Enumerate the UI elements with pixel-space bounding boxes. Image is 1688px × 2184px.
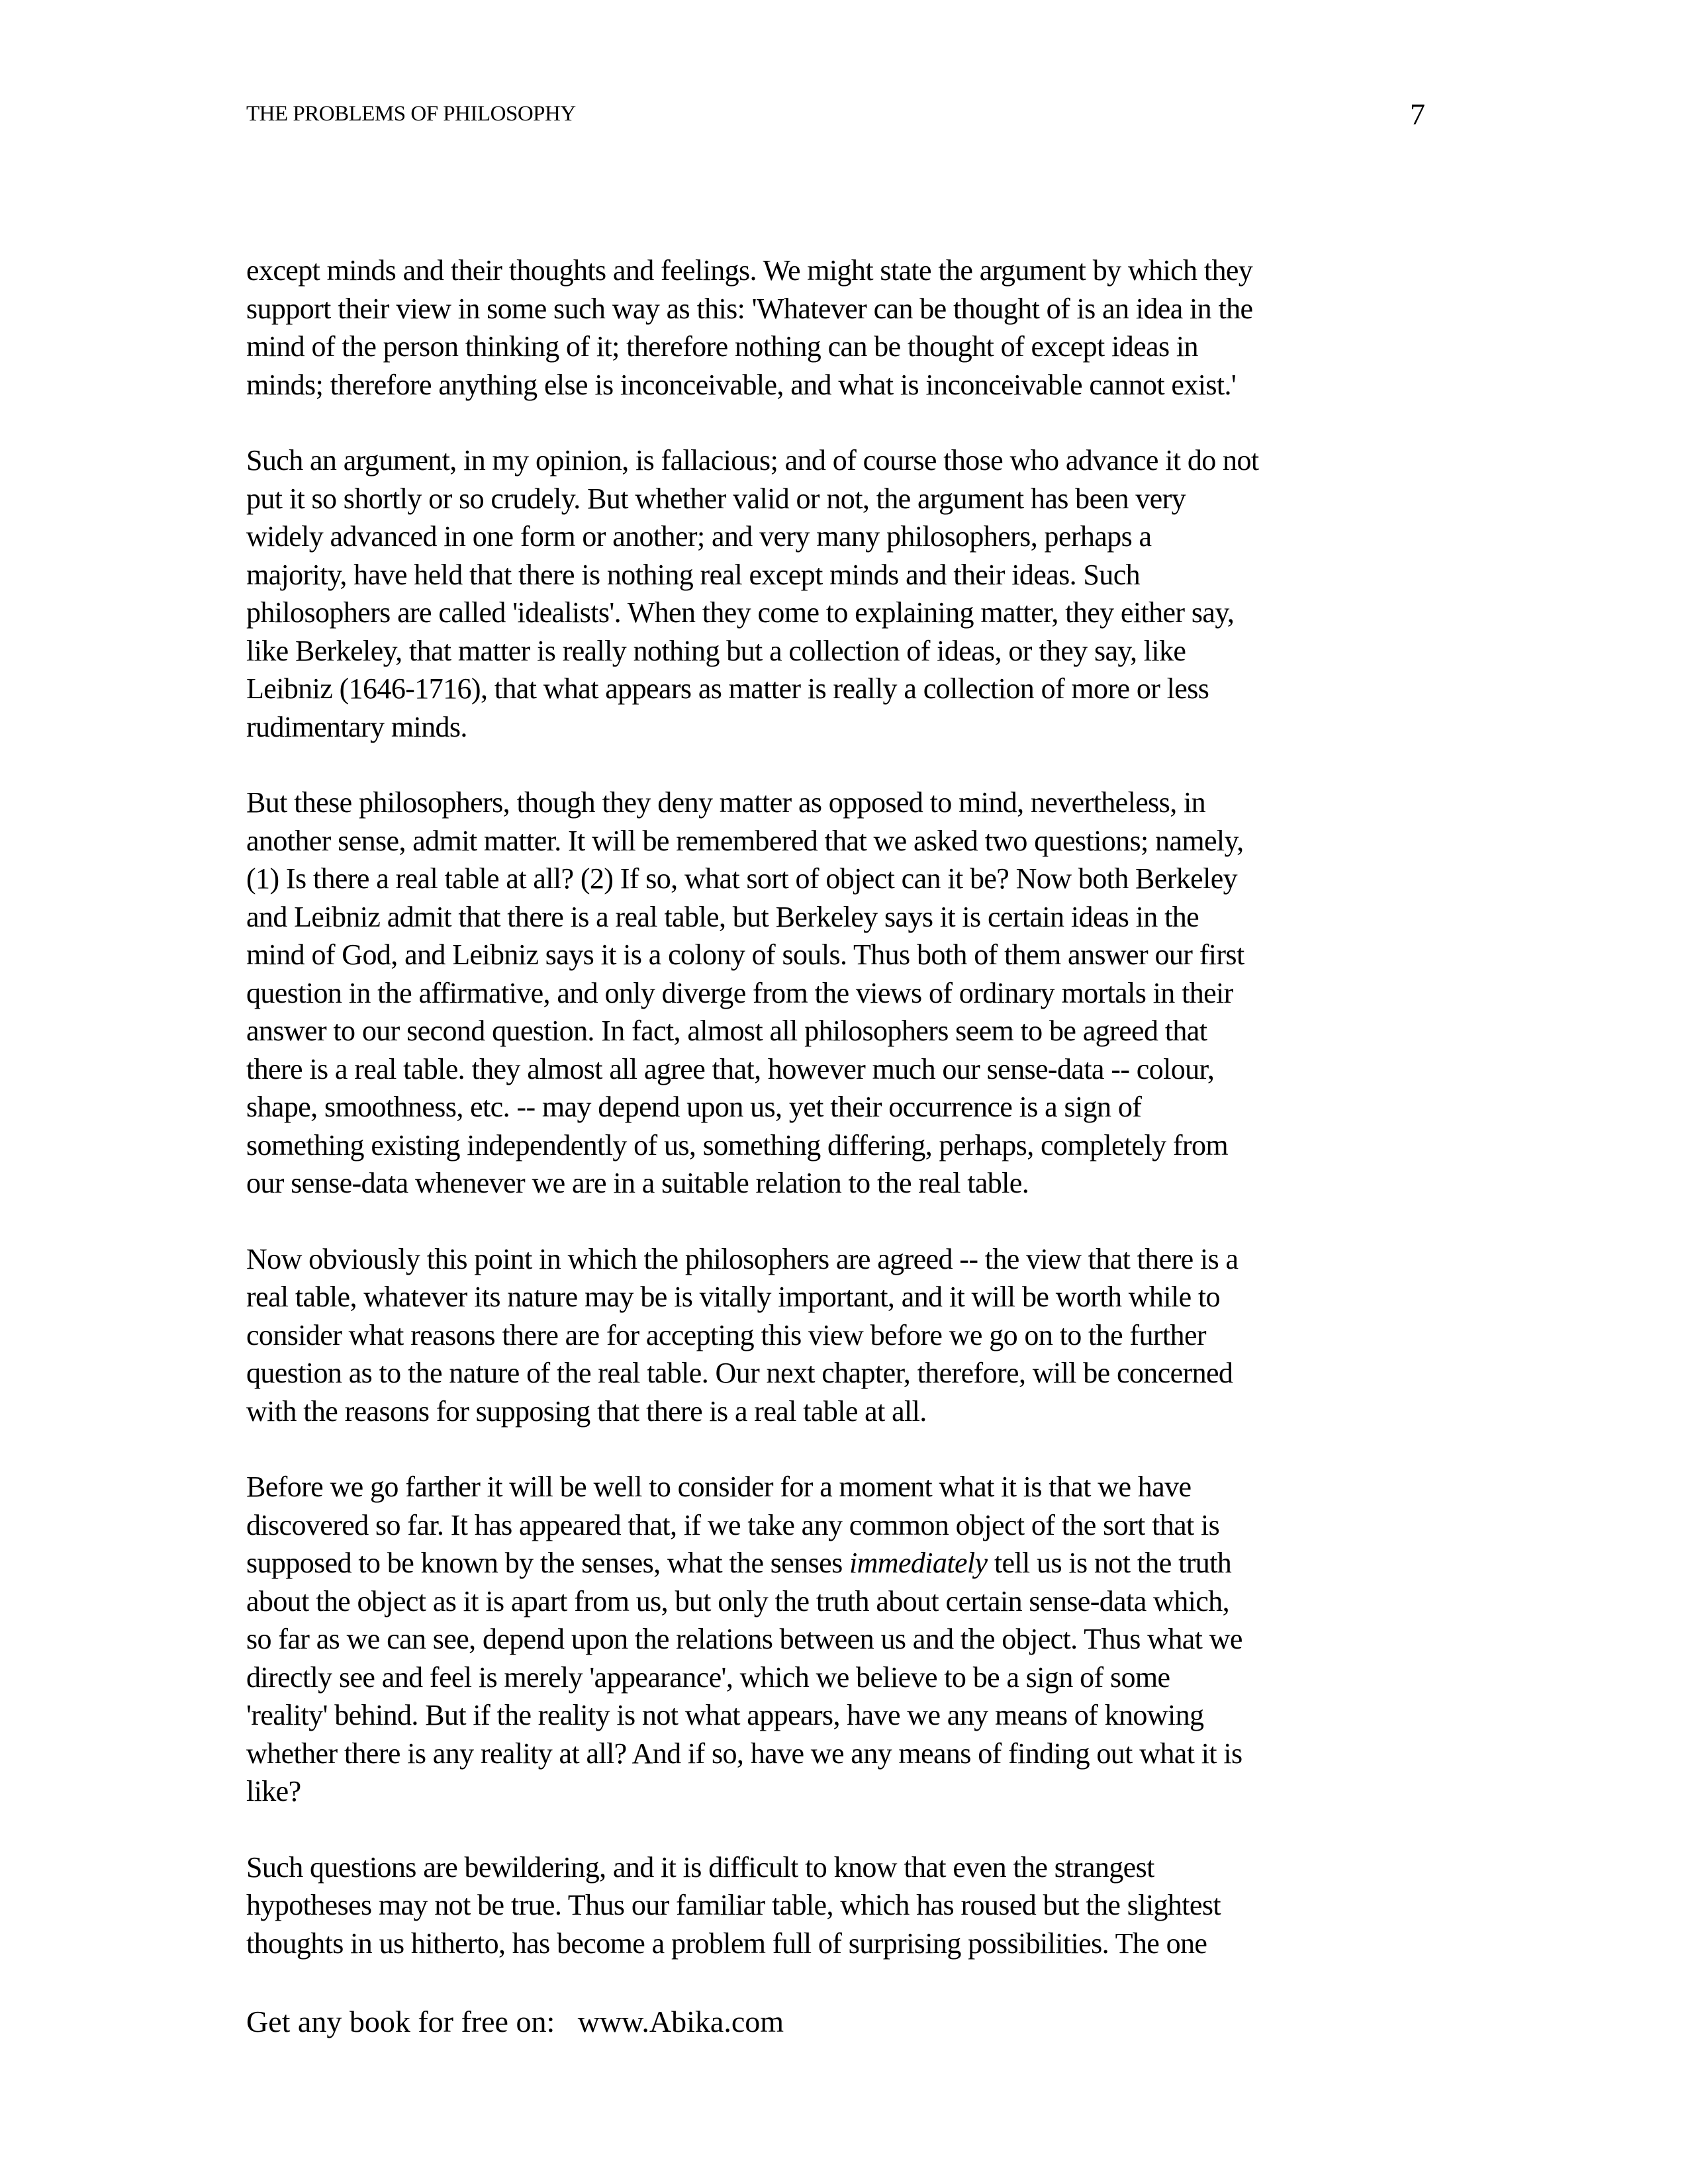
line-before-emphasis: supposed to be known by the senses, what the senses — [246, 1547, 849, 1579]
text-line: shape, smoothness, etc. -- may depend upon us, yet their occurrence is a sign of — [246, 1091, 1142, 1123]
text-line: our sense-data whenever we are in a suitable relation to the real table. — [246, 1167, 1029, 1199]
text-line: mind of the person thinking of it; therefore nothing can be thought of except ideas in — [246, 330, 1198, 363]
text-line: another sense, admit matter. It will be remembered that we asked two questions; namely, — [246, 824, 1244, 857]
text-line: thoughts in us hitherto, has become a problem full of surprising possibilities. The one — [246, 1927, 1207, 1960]
text-line: support their view in some such way as this: 'Whatever can be thought of is an idea in the — [246, 292, 1253, 325]
text-line: about the object as it is apart from us, but only the truth about certain sense-data which, — [246, 1584, 1229, 1617]
text-line: something existing independently of us, something differing, perhaps, completely from — [246, 1128, 1229, 1161]
text-line: with the reasons for supposing that there is a real table at all. — [246, 1394, 927, 1428]
paragraph-2 — [246, 441, 1385, 746]
text-line: real table, whatever its nature may be is vitally important, and it will be worth while to — [246, 1281, 1220, 1313]
emphasis-immediately: immediately — [849, 1547, 988, 1579]
text-line: majority, have held that there is nothing real except minds and their ideas. Such — [246, 558, 1141, 591]
paragraph-3 — [246, 784, 1385, 1203]
footer-site-link[interactable]: www.Abika.com — [577, 2005, 784, 2038]
text-line: except minds and their thoughts and feelings. We might state the argument by which they — [246, 254, 1253, 287]
paragraph-5 — [246, 1468, 1385, 1811]
text-line: widely advanced in one form or another; and very many philosophers, perhaps a — [246, 520, 1152, 553]
text-line: Leibniz (1646-1716), that what appears as matter is really a collection of more or less — [246, 672, 1209, 705]
paragraph-6 — [246, 1848, 1385, 1963]
body-text — [246, 251, 1385, 2000]
text-line: But these philosophers, though they deny matter as opposed to mind, nevertheless, in — [246, 786, 1206, 819]
footer-prefix: Get any book for free on: — [246, 2005, 555, 2038]
page-number: 7 — [1410, 97, 1425, 131]
text-line: Such an argument, in my opinion, is fallacious; and of course those who advance it do not — [246, 444, 1259, 477]
text-line: consider what reasons there are for accepting this view before we go on to the further — [246, 1318, 1206, 1351]
text-line: philosophers are called 'idealists'. When they come to explaining matter, they either say, — [246, 596, 1235, 629]
footer-note — [246, 2004, 784, 2040]
paragraph-4 — [246, 1240, 1385, 1431]
text-line-with-emphasis — [246, 1544, 1385, 1582]
text-line: (1) Is there a real table at all? (2) If so, what sort of object can it be? Now both Berkeley — [246, 862, 1238, 895]
text-line: 'reality' behind. But if the reality is not what appears, have we any means of knowing — [246, 1699, 1204, 1731]
text-line: put it so shortly or so crudely. But whether valid or not, the argument has been very — [246, 482, 1186, 515]
text-line: there is a real table. they almost all agree that, however much our sense-data -- colour, — [246, 1052, 1215, 1085]
running-title: THE PROBLEMS OF PHILOSOPHY — [246, 102, 576, 126]
text-line: like? — [246, 1775, 301, 1807]
text-line: so far as we can see, depend upon the relations between us and the object. Thus what we — [246, 1623, 1243, 1655]
text-line: minds; therefore anything else is inconceivable, and what is inconceivable cannot exist.' — [246, 368, 1237, 401]
text-line: Now obviously this point in which the philosophers are agreed -- the view that there is a — [246, 1242, 1239, 1275]
paragraph-1 — [246, 251, 1385, 404]
text-line: directly see and feel is merely 'appearance', which we believe to be a sign of some — [246, 1661, 1170, 1694]
text-line: like Berkeley, that matter is really nothing but a collection of ideas, or they say, like — [246, 634, 1186, 667]
text-line: and Leibniz admit that there is a real table, but Berkeley says it is certain ideas in the — [246, 900, 1199, 933]
text-line: whether there is any reality at all? And if so, have we any means of finding out what it is — [246, 1737, 1243, 1770]
text-line: Such questions are bewildering, and it is difficult to know that even the strangest — [246, 1850, 1154, 1884]
line-after-emphasis: tell us is not the truth — [987, 1547, 1232, 1579]
text-line: rudimentary minds. — [246, 710, 467, 743]
text-line: mind of God, and Leibniz says it is a colony of souls. Thus both of them answer our first — [246, 938, 1244, 971]
text-line: hypotheses may not be true. Thus our familiar table, which has roused but the slightest — [246, 1889, 1221, 1921]
text-line: question in the affirmative, and only diverge from the views of ordinary mortals in their — [246, 976, 1233, 1009]
text-line: answer to our second question. In fact, almost all philosophers seem to be agreed that — [246, 1015, 1207, 1047]
text-line: question as to the nature of the real table. Our next chapter, therefore, will be concerned — [246, 1357, 1233, 1389]
text-line: discovered so far. It has appeared that, if we take any common object of the sort that is — [246, 1508, 1220, 1541]
text-line: Before we go farther it will be well to consider for a moment what it is that we have — [246, 1471, 1192, 1503]
